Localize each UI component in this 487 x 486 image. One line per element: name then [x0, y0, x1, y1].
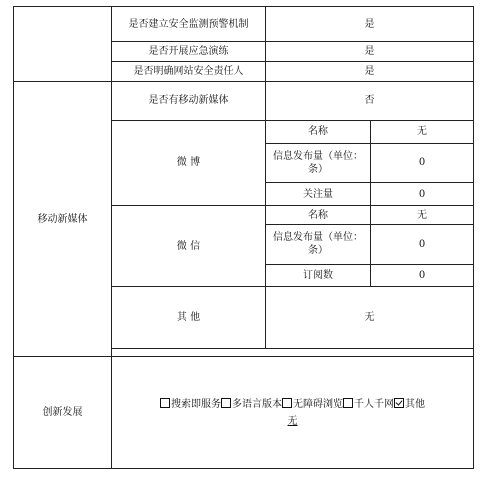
innovation-options [114, 398, 471, 411]
security-media-table [13, 6, 474, 469]
responsible-person-label: 是否明确网站安全责任人 [112, 62, 266, 82]
innovation-options-cell [112, 357, 474, 469]
wechat-label: 微 信 [112, 206, 266, 287]
innovation-label: 创新发展 [14, 357, 112, 469]
emergency-drill-label: 是否开展应急演练 [112, 42, 266, 62]
has-media-label: 是否有移动新媒体 [112, 82, 266, 121]
option-other: 其他 [394, 399, 425, 410]
weibo-posts-value: 0 [371, 143, 474, 183]
weibo-name-value: 无 [371, 120, 474, 143]
checked-checkbox-icon [394, 398, 404, 408]
responsible-person-value: 是 [266, 62, 474, 82]
monitoring-warning-value: 是 [266, 7, 474, 42]
checkbox-icon [221, 398, 231, 408]
wechat-subscribers-label: 订阅数 [266, 264, 371, 287]
option-personalized: 千人千网 [343, 399, 394, 410]
wechat-posts-value: 0 [371, 224, 474, 264]
weibo-label: 微 博 [112, 120, 266, 206]
wechat-name-value: 无 [371, 206, 474, 225]
other-media-value: 无 [266, 287, 474, 349]
security-section-cell [14, 7, 112, 82]
wechat-name-label: 名称 [266, 206, 371, 225]
spacer-cell [112, 349, 474, 357]
option-accessibility: 无障碍浏览 [282, 399, 343, 410]
option-multilingual: 多语言版本 [221, 399, 282, 410]
other-text: 无 [287, 415, 298, 427]
mobile-media-label: 移动新媒体 [14, 82, 112, 357]
monitoring-warning-label: 是否建立安全监测预警机制 [112, 7, 266, 42]
checkbox-icon [160, 398, 170, 408]
checkbox-icon [343, 398, 353, 408]
weibo-name-label: 名称 [266, 120, 371, 143]
weibo-posts-label: 信息发布量（单位：条） [266, 143, 371, 183]
wechat-posts-label: 信息发布量（单位：条） [266, 224, 371, 264]
other-media-label: 其 他 [112, 287, 266, 349]
has-media-value: 否 [266, 82, 474, 121]
emergency-drill-value: 是 [266, 42, 474, 62]
checkbox-icon [282, 398, 292, 408]
weibo-followers-value: 0 [371, 183, 474, 206]
wechat-subscribers-value: 0 [371, 264, 474, 287]
option-search-service: 搜索即服务 [160, 399, 221, 410]
weibo-followers-label: 关注量 [266, 183, 371, 206]
